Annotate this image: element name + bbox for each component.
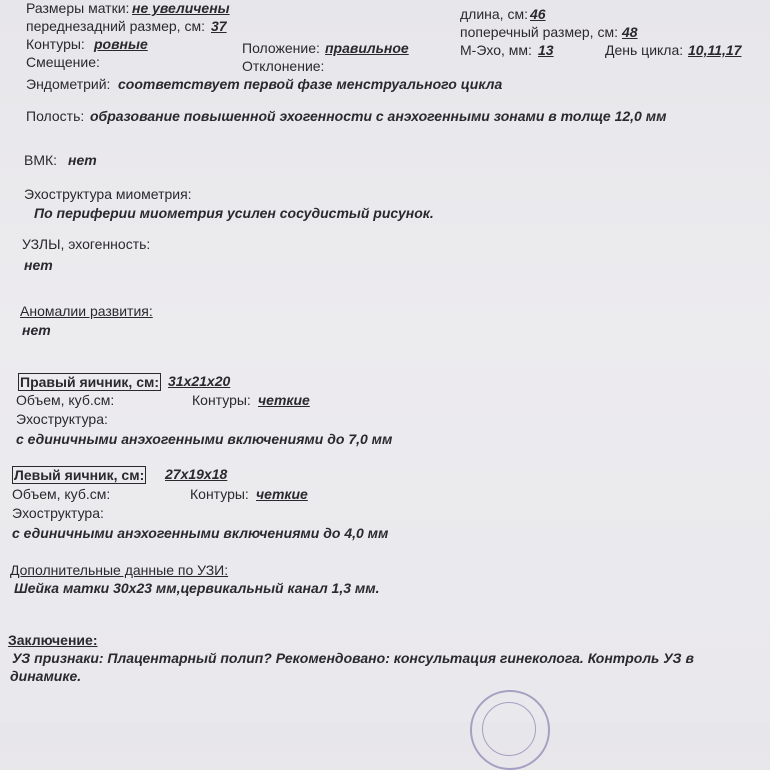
length-value: 46 — [530, 6, 546, 22]
transverse-label: поперечный размер, см: — [460, 24, 618, 40]
uterus-size-value: не увеличены — [132, 0, 230, 16]
mecho-label: М-Эхо, мм: — [460, 42, 532, 58]
left-ovary-echo-label: Эхоструктура: — [12, 505, 104, 521]
right-ovary-contours-label: Контуры: — [192, 392, 251, 408]
cycle-day-label: День цикла: — [605, 42, 684, 58]
position-label: Положение: — [242, 40, 320, 56]
cycle-day-value: 10,11,17 — [688, 42, 742, 58]
ap-size-value: 37 — [211, 18, 227, 34]
conclusion-label: Заключение: — [8, 632, 98, 648]
left-ovary-size: 27x19x18 — [165, 466, 228, 482]
right-ovary-title: Правый яичник, см: — [20, 374, 160, 390]
contours-label: Контуры: — [26, 36, 85, 52]
ap-size-label: переднезадний размер, см: — [26, 18, 205, 34]
iud-value: нет — [68, 152, 97, 168]
nodes-value: нет — [24, 257, 53, 273]
length-label: длина, см: — [460, 6, 528, 22]
anomalies-label: Аномалии развития: — [20, 303, 153, 319]
transverse-value: 48 — [622, 24, 638, 40]
right-ovary-volume-label: Объем, куб.см: — [16, 392, 115, 408]
stamp-seal — [470, 690, 550, 770]
myometrium-label: Эхоструктура миометрия: — [24, 186, 192, 202]
iud-label: ВМК: — [24, 152, 58, 168]
right-ovary-echo-value: с единичными анэхогенными включениями до 7,0 мм — [16, 431, 393, 447]
anomalies-value: нет — [22, 322, 51, 338]
left-ovary-title: Левый яичник, см: — [14, 467, 145, 483]
left-ovary-contours-label: Контуры: — [190, 486, 249, 502]
mecho-value: 13 — [538, 42, 554, 58]
nodes-label: УЗЛЫ, эхогенность: — [22, 236, 151, 252]
cavity-label: Полость: — [26, 108, 85, 124]
stamp-inner-ring — [482, 702, 536, 756]
contours-value: ровные — [94, 36, 148, 52]
endometrium-value: соответствует первой фазе менструального цикла — [118, 76, 503, 92]
right-ovary-contours-value: четкие — [258, 392, 310, 408]
shift-label: Смещение: — [26, 54, 100, 70]
conclusion-line-2: динамике. — [10, 668, 82, 684]
position-value: правильное — [325, 40, 409, 56]
left-ovary-volume-label: Объем, куб.см: — [12, 486, 111, 502]
left-ovary-echo-value: с единичными анэхогенными включениями до 4,0 мм — [12, 525, 389, 541]
endometrium-label: Эндометрий: — [26, 76, 111, 92]
right-ovary-echo-label: Эхоструктура: — [16, 411, 108, 427]
extra-data-label: Дополнительные данные по УЗИ: — [10, 562, 229, 578]
right-ovary-size: 31x21x20 — [168, 373, 231, 389]
uterus-size-label: Размеры матки: — [26, 0, 130, 16]
left-ovary-contours-value: четкие — [256, 486, 308, 502]
cavity-value: образование повышенной эхогенности с анэхогенными зонами в толще 12,0 мм — [90, 108, 667, 124]
conclusion-line-1: УЗ признаки: Плацентарный полип? Рекомендовано: консультация гинеколога. Контроль УЗ в — [12, 650, 694, 666]
deviation-label: Отклонение: — [242, 58, 325, 74]
extra-data-value: Шейка матки 30х23 мм,цервикальный канал 1,3 мм. — [14, 580, 380, 596]
myometrium-value: По периферии миометрия усилен сосудистый рисунок. — [34, 205, 434, 221]
